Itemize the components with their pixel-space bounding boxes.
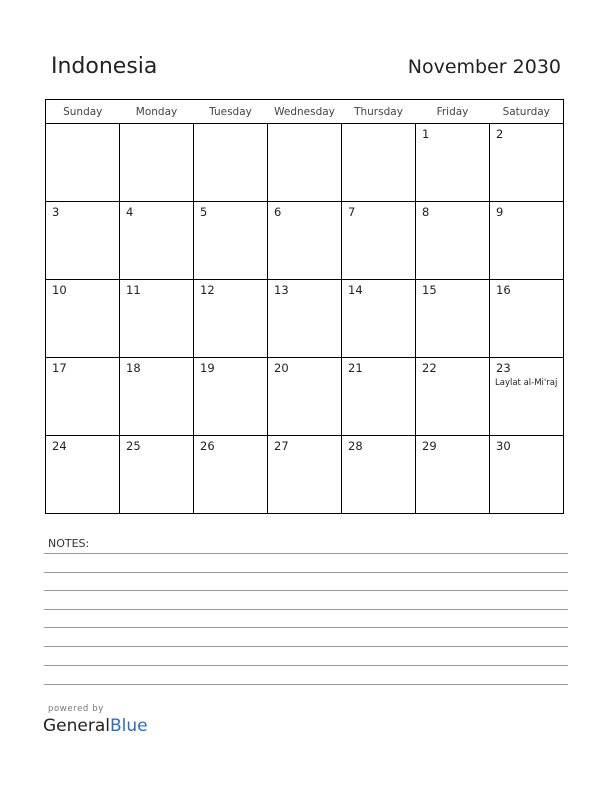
weekday-label: Wednesday (268, 100, 342, 124)
weekday-label: Tuesday (194, 100, 268, 124)
day-number (194, 124, 267, 127)
weekday-label: Friday (416, 100, 490, 124)
day-number: 28 (348, 439, 363, 453)
day-number (120, 124, 193, 127)
day-cell (490, 436, 564, 514)
powered-by-text: powered by (48, 704, 104, 714)
day-number: 17 (52, 361, 67, 375)
day-number: 25 (126, 439, 141, 453)
day-cell (416, 124, 490, 202)
day-number (342, 124, 415, 127)
day-cell (342, 202, 416, 280)
day-cell (120, 436, 194, 514)
day-number: 14 (348, 283, 363, 297)
day-number: 9 (496, 205, 504, 219)
day-cell (268, 124, 342, 202)
day-cell (342, 436, 416, 514)
day-number: 15 (422, 283, 437, 297)
day-cell (194, 436, 268, 514)
day-number: 26 (200, 439, 215, 453)
week-row (46, 124, 564, 202)
day-number: 30 (496, 439, 511, 453)
day-number: 2 (496, 127, 504, 141)
day-cell (268, 280, 342, 358)
calendar-grid (45, 99, 564, 514)
day-number: 10 (52, 283, 67, 297)
day-cell (268, 202, 342, 280)
day-cell (490, 124, 564, 202)
day-number (268, 124, 341, 127)
day-cell (416, 280, 490, 358)
day-cell (120, 124, 194, 202)
day-number: 5 (200, 205, 208, 219)
holiday-label: Laylat al-Mi'raj (495, 378, 558, 388)
day-number: 12 (200, 283, 215, 297)
day-cell (120, 202, 194, 280)
week-row (46, 358, 564, 436)
day-cell (268, 358, 342, 436)
day-number: 11 (126, 283, 141, 297)
day-cell (342, 124, 416, 202)
day-number: 24 (52, 439, 67, 453)
day-cell (268, 436, 342, 514)
day-cell (416, 202, 490, 280)
day-cell (490, 202, 564, 280)
day-cell (194, 202, 268, 280)
day-number: 1 (422, 127, 430, 141)
country-title: Indonesia (51, 54, 158, 79)
note-line (44, 590, 568, 591)
note-line (44, 572, 568, 573)
day-number: 18 (126, 361, 141, 375)
day-number: 20 (274, 361, 289, 375)
day-cell (490, 280, 564, 358)
day-number: 7 (348, 205, 356, 219)
note-line (44, 665, 568, 666)
day-cell (342, 358, 416, 436)
day-cell (120, 280, 194, 358)
day-number: 6 (274, 205, 282, 219)
day-cell (416, 436, 490, 514)
day-number: 29 (422, 439, 437, 453)
notes-label: NOTES: (48, 537, 90, 550)
day-cell (46, 436, 120, 514)
day-cell (490, 358, 564, 436)
day-cell (46, 358, 120, 436)
day-number: 16 (496, 283, 511, 297)
logo-part-general: General (43, 716, 110, 736)
day-cell (194, 280, 268, 358)
week-row (46, 202, 564, 280)
logo-part-blue: Blue (110, 716, 148, 736)
note-line (44, 646, 568, 647)
weekday-label: Monday (120, 100, 194, 124)
day-cell (194, 124, 268, 202)
weekday-header-row (46, 100, 564, 124)
week-row (46, 280, 564, 358)
weekday-label: Saturday (490, 100, 564, 124)
day-cell (416, 358, 490, 436)
day-number: 23 (496, 361, 511, 375)
day-cell (120, 358, 194, 436)
day-number: 19 (200, 361, 215, 375)
day-number: 27 (274, 439, 289, 453)
month-year-title: November 2030 (407, 56, 561, 78)
day-number: 8 (422, 205, 430, 219)
day-cell (46, 280, 120, 358)
day-number: 13 (274, 283, 289, 297)
note-line (44, 609, 568, 610)
weekday-label: Thursday (342, 100, 416, 124)
note-line (44, 553, 568, 554)
day-number (46, 124, 119, 127)
week-row (46, 436, 564, 514)
day-number: 3 (52, 205, 60, 219)
day-cell (342, 280, 416, 358)
note-line (44, 627, 568, 628)
day-cell (194, 358, 268, 436)
generalblue-logo (43, 716, 148, 736)
day-number: 21 (348, 361, 363, 375)
day-number: 4 (126, 205, 134, 219)
note-line (44, 684, 568, 685)
day-number: 22 (422, 361, 437, 375)
day-cell (46, 202, 120, 280)
weekday-label: Sunday (46, 100, 120, 124)
day-cell (46, 124, 120, 202)
